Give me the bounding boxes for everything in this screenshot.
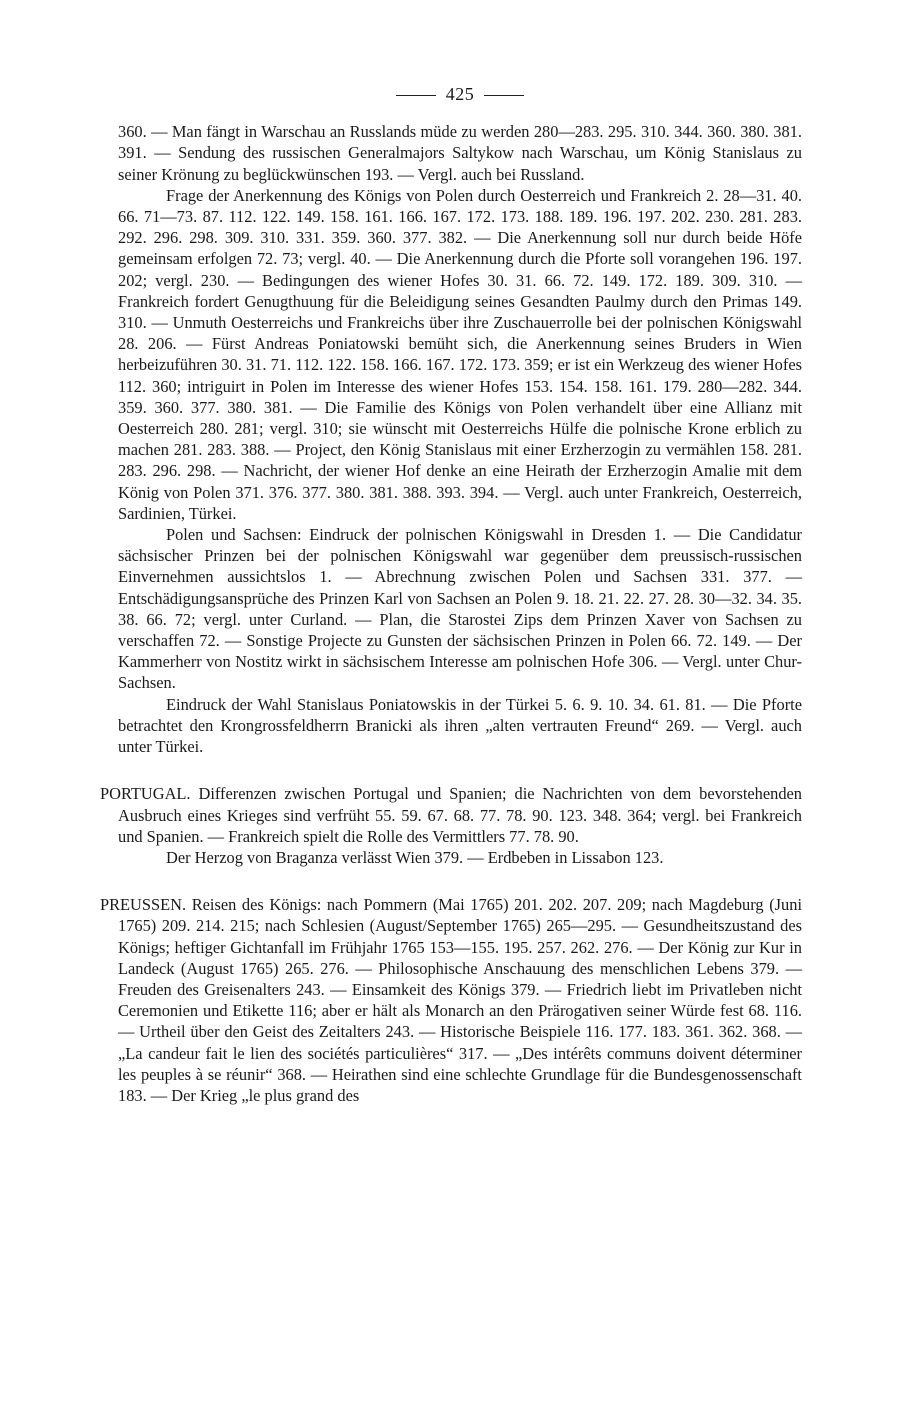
page-number: 425 [445,84,475,104]
page-number-header [118,84,802,105]
entry-preussen [100,894,802,1106]
preussen-text: Reisen des Königs: nach Pommern (Mai 1765) 201. 202. 207. 209; nach Magdeburg (Juni 1765) 209. 214. 215; nach Schlesien (August/September 1765) 265—295. — Gesundheitszustand des Königs; heftiger Gichtanfall im Frühjahr 1765 153—155. 195. 257. 262. 276. — Der König zur Kur in Landeck (August 1765) 265. 276. — Philosophische Anschauung des menschlichen Lebens 379. — Freuden des Greisenalters 243. — Einsamkeit des Königs 379. — Friedrich liebt im Privatleben nicht Ceremonien und Etikette 116; aber er hält als Monarch an den Prärogativen seiner Würde fest 68. 116. — Urtheil über den Geist des Zeitalters 243. — Historische Beispiele 116. 177. 183. 361. 362. 368. — „La candeur fait le lien des sociétés particulières“ 317. — „Des intérêts communs doivent déterminer les peuples à se réunir“ 368. — Heirathen sind eine schlechte Grundlage für die Bundesgenossenschaft 183. — Der Krieg „le plus grand des [118,895,802,1105]
portugal-paragraph [100,783,802,847]
portugal-heading: PORTUGAL. [100,784,191,804]
document-page [100,84,802,1106]
left-dash [396,95,436,96]
right-dash [484,95,524,96]
poland-continuation: 360. — Man fängt in Warschau an Russlands müde zu werden 280—283. 295. 310. 344. 360. 380. 381. 391. — Sendung des russischen Generalmajors Saltykow nach Warschau, um König Stanislaus zu seiner Krönung zu beglückwünschen 193. — Vergl. auch bei Russland. [118,122,802,184]
portugal-sub-paragraph: Der Herzog von Braganza verlässt Wien 379. — Erdbeben in Lissabon 123. [166,847,664,867]
poland-recognition-paragraph: Frage der Anerkennung des Königs von Polen durch Oesterreich und Frankreich 2. 28—31. 40. 66. 71—73. 87. 112. 122. 149. 158. 161. 166. 167. 172. 173. 188. 189. 196. 197. 202. 230. 281. 283. 292. 296. 298. 309. 310. 331. 359. 360. 377. 382. — Die Anerkennung soll nur durch beide Höfe gemeinsam erfolgen 72. 73; vergl. 40. — Die Anerkennung durch die Pforte soll vorangehen 196. 197. 202; vergl. 230. — Bedingungen des wiener Hofes 30. 31. 66. 72. 149. 172. 189. 309. 310. — Frankreich fordert Genugthuung für die Beleidigung seines Gesandten Paulmy durch den Primas 149. 310. — Unmuth Oesterreichs und Frankreichs über ihre Zuschauerrolle bei der polnischen Königswahl 28. 206. — Fürst Andreas Poniatowski bemüht sich, die Anerkennung seines Bruders in Wien herbeizuführen 30. 31. 71. 112. 122. 158. 166. 167. 172. 173. 359; er ist ein Werkzeug des wiener Hofes 112. 360; intriguirt in Polen im Interesse des wiener Hofes 153. 154. 158. 161. 179. 280—282. 344. 359. 360. 377. 380. 381. — Die Familie des Königs von Polen verhandelt über eine Allianz mit Oesterreich 280. 281; vergl. 310; sie wünscht mit Oesterreichs Hülfe die polnische Krone erblich zu machen 281. 283. 388. — Project, den König Stanislaus mit einer Erzherzogin zu vermählen 158. 281. 283. 296. 298. — Nachricht, der wiener Hof denke an eine Heirath der Erzherzogin Amalie mit dem König von Polen 371. 376. 377. 380. 381. 388. 393. 394. — Vergl. auch unter Frankreich, Oesterreich, Sardinien, Türkei. [118,185,802,523]
poland-saxony-paragraph: Polen und Sachsen: Eindruck der polnischen Königswahl in Dresden 1. — Die Candidatur sächsischer Prinzen bei der polnischen Königswahl war gegenüber dem preussisch-russischen Einvernehmen aussichtslos 1. — Abrechnung zwischen Polen und Sachsen 331. 377. — Entschädigungsansprüche des Prinzen Karl von Sachsen an Polen 9. 18. 21. 22. 27. 28. 30—32. 34. 35. 38. 66. 72; vergl. unter Curland. — Plan, die Starostei Zips dem Prinzen Xaver von Sachsen zu verschaffen 72. — Sonstige Projecte zu Gunsten der sächsischen Prinzen in Polen 66. 72. 149. — Der Kammerherr von Nostitz wirkt in sächsischem Interesse am polnischen Hofe 306. — Vergl. unter Chur-Sachsen. [118,525,802,693]
portugal-text: Differenzen zwischen Portugal und Spanien; die Nachrichten von dem bevorstehenden Ausbruch eines Krieges sind verfrüht 55. 59. 67. 68. 77. 78. 90. 123. 348. 364; vergl. bei Frankreich und Spanien. — Frankreich spielt die Rolle des Vermittlers 77. 78. 90. [118,784,802,846]
preussen-heading: PREUSSEN. [100,895,187,915]
preussen-paragraph [100,894,802,1106]
poland-turkey-paragraph: Eindruck der Wahl Stanislaus Poniatowskis in der Türkei 5. 6. 9. 10. 34. 61. 81. — Die Pforte betrachtet den Krongrossfeldherrn Branicki als ihren „alten vertrauten Freund“ 269. — Vergl. auch unter Türkei. [118,694,802,757]
entry-portugal [100,783,802,868]
